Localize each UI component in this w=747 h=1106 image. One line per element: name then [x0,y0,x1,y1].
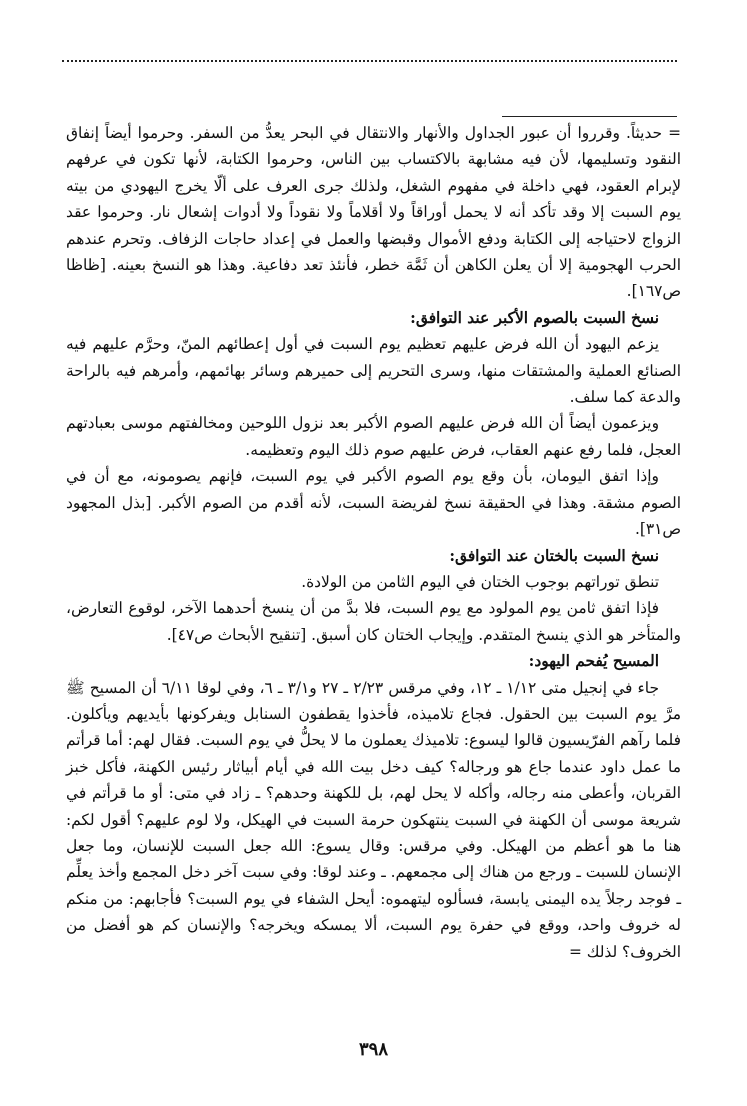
paragraph: جاء في إنجيل متى ١/١٢ ـ ١٢، وفي مرقس ٢/٢٣ ـ ٢٧ و٣/١ ـ ٦، وفي لوقا ٦/١١ أن المسيح ﷺ مرَّ يوم السبت بين الحقول. فجاع تلاميذه، فأخذوا يقطفون السنابل ويفركونها بأيديهم ويأكلون. فلما رآهم الفرّيسيون قالوا ليسوع: تلاميذك يعملون ما لا يحلُّ في يوم السبت. فقال لهم: أما قرأتم ما عمل داود عندما جاع هو ورجاله؟ كيف دخل بيت الله في أيام أبياثار رئيس الكهنة، فأكل خبز القربان، وأعطى منه رجاله، وأكله لا يحل لهم، بل للكهنة وحدهم؟ ـ زاد في متى: أو ما قرأتم في شريعة موسى أن الكهنة في السبت ينتهكون حرمة السبت في الهيكل، ولا لوم عليهم؟ أقول لكم: هنا ما هو أعظم من الهيكل. وفي مرقس: وقال يسوع: الله جعل السبت للإنسان، وما جعل الإنسان للسبت ـ ورجع من هناك إلى مجمعهم. ـ وعند لوقا: وفي سبت آخر دخل المجمع وأخذ يعلِّم ـ فوجد رجلاً يده اليمنى يابسة، فسألوه ليتهموه: أيحل الشفاء في يوم السبت؟ فأجابهم: من منكم له خروف واحد، ووقع في حفرة يوم السبت، ألا يمسكه ويخرجه؟ والإنسان كم هو أفضل من الخروف؟ لذلك = [66,678,681,961]
page-number: ٣٩٨ [358,1039,388,1060]
section-heading: المسيح يُفحم اليهود: [528,652,659,671]
paragraph: فإذا اتفق ثامن يوم المولود مع يوم السبت، فلا بدَّ من أن ينسخ أحدهما الآخر، لوقوع التعارض، والمتأخر هو الذي ينسخ المتقدم. وإيجاب الختان كان أسبق. [تنقيح الأبحاث ص٤٧]. [66,599,681,644]
paragraph: وإذا اتفق اليومان، بأن وقع يوم الصوم الأكبر في يوم السبت، فإنهم يصومونه، مع أن في الصوم مشقة. وهذا في الحقيقة نسخ لفريضة السبت، لأنه أقدم من الصوم الأكبر. [بذل المجهود ص٣١]. [66,467,681,539]
footnote-rule [502,116,677,117]
section-heading: نسخ السبت بالختان عند التوافق: [449,546,659,565]
page-body [66,120,681,965]
dotted-separator [62,60,677,82]
section-heading: نسخ السبت بالصوم الأكبر عند التوافق: [410,308,659,327]
paragraph: = حديثاً. وقرروا أن عبور الجداول والأنهار والانتقال في البحر يعدُّ من السفر. وحرموا أيضاً إنفاق النقود وتسليمها، لأن فيه مشابهة بالاكتساب بين الناس، وحرموا الكتابة، لأنها تكون في عرفهم لإبرام العقود، فهي داخلة في مفهوم الشغل، ولذلك جرى العرف على ألّا يخرج اليهودي من بيته يوم السبت إلا وقد تأكد أنه لا يحمل أوراقاً ولا أقلاماً ولا نقوداً ولا أدوات إشعال نار. وحرموا عقد الزواج لاحتياجه إلى الكتابة ودفع الأموال وقبضها والعمل في إعداد حاجات الزفاف. وتحرم عندهم الحرب الهجومية إلا أن يعلن الكاهن أن ثَمَّة خطر، فأنئذ تعد دفاعية. وهذا هو النسخ بعينه. [ظاظا ص١٦٧]. [66,124,681,301]
paragraph: تنطق توراتهم بوجوب الختان في اليوم الثامن من الولادة. [301,572,659,591]
paragraph: ويزعمون أيضاً أن الله فرض عليهم الصوم الأكبر بعد نزول اللوحين ومخالفتهم موسى بعبادتهم العجل، فلما رفع عنهم العقاب، فرض عليهم صوم ذلك اليوم وتعظيمه. [66,414,681,459]
paragraph: يزعم اليهود أن الله فرض عليهم تعظيم يوم السبت في أول إعطائهم المنّ، وحرَّم عليهم فيه الصنائع العملية والمشتقات منها، وسرى التحريم إلى حميرهم وسائر بهائمهم، وأمرهم فيه بالراحة والدعة كما سلف. [66,335,681,407]
